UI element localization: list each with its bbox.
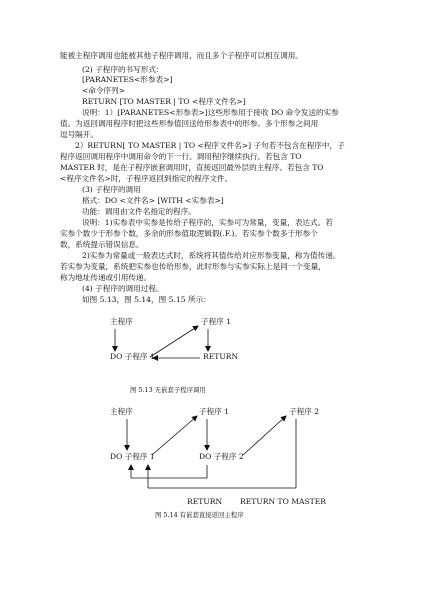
paragraph-line: <程序文件名>时，子程序返回到指定的程序文件。	[60, 174, 233, 183]
fig2-sub1-label: 子程序 1	[199, 407, 230, 416]
paragraph-line: 2）RETURN[ TO MASTER | TO <程序文件名>] 子句若不包含在程序中，子	[75, 141, 345, 150]
fig2-do-sub2-label: DO 子程序 2	[199, 452, 244, 461]
figure-5-13-caption: 图 5.13 无嵌套子程序调用	[130, 386, 206, 394]
code-line: [PARANETES<形参表>]	[82, 75, 173, 84]
paragraph-line: 数，系统提示错误信息。	[60, 240, 144, 249]
paragraph-line: 2)实参为常量或一般表达式时，系统将其值传给对应形参变量，称为值传递。	[82, 251, 341, 260]
paragraph-line: 如图 5.13，图 5.14，图 5.15 所示：	[82, 295, 211, 304]
fig2-call-sub1-arrow	[152, 416, 197, 455]
paragraph-line: 说明：1）[PARANETES<形参表>]这些形参用于接收 DO 命令发送的实参	[82, 108, 339, 117]
fig2-do-sub1-label: DO 子程序 1	[110, 452, 155, 461]
paragraph-line: 能被主程序调用也能被其他子程序调用，而且多个子程序可以相互调用。	[60, 51, 303, 60]
paragraph-line: 说明：1)实参表中实参是传给子程序的，实参可为常量，变量，表达式。若	[82, 218, 333, 227]
fig1-main-label: 主程序	[110, 317, 133, 326]
fig1-call-arrow	[150, 326, 198, 357]
fig2-return-master-label: RETURN TO MASTER	[240, 497, 326, 506]
fig2-call-sub2-arrow	[243, 416, 286, 455]
code-line: RETURN [TO MASTER | TO <程序文件名>]	[82, 97, 246, 106]
paragraph-line: 称为地址传递或引用传递。	[60, 273, 152, 282]
heading-call: (3) 子程序的调用	[82, 185, 141, 194]
fig2-sub2-label: 子程序 2	[289, 407, 320, 416]
paragraph-line: 格式：DO <文件名> [WITH <实参表>]	[82, 196, 224, 205]
code-line: <命令序列>	[82, 86, 126, 95]
fig1-do-sub1-label: DO 子程序 1	[110, 352, 155, 361]
fig1-sub1-label: 子程序 1	[201, 317, 232, 326]
paragraph-line: 逗号隔开。	[60, 130, 98, 139]
paragraph-line: MASTER 时，是在子程序嵌套调用时，直接返回最外层的主程序。若包含 TO	[60, 163, 324, 172]
fig1-return-label: RETURN	[203, 352, 239, 361]
paragraph-line: 程序返回调用程序中调用命令的下一行。调用程序继续执行。若包含 TO	[60, 152, 302, 161]
heading-writing-form: (2) 子程序的书写形式：	[82, 65, 164, 74]
paragraph-line: 功能：调用由文件名指定的程序。	[82, 207, 196, 216]
heading-call-process: (4) 子程序的调用过程。	[82, 284, 164, 293]
paragraph-line: 值。为返回调用程序时把这些形参值回送给形参表中的形参。多个形参之间用	[60, 119, 319, 128]
fig2-return-label: RETURN	[187, 497, 223, 506]
fig2-main-label: 主程序	[110, 407, 133, 416]
paragraph-line: 实参个数少于形参个数，多余的形参值取逻辑假(.F.)。若实参个数多于形参个	[60, 229, 318, 238]
figure-5-14-caption: 图 5.14 有嵌套直接返回主程序	[155, 511, 244, 519]
paragraph-line: 若实参为变量，系统把实参也传给形参，此时形参与实参实际上是同一个变量，	[60, 262, 326, 271]
